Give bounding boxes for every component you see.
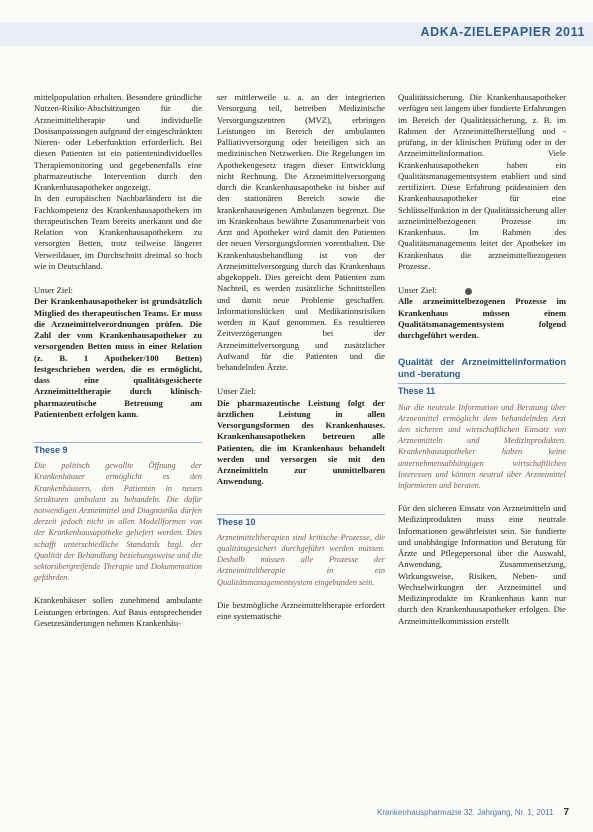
goal-label [398,285,566,296]
page-number: 7 [563,807,569,818]
paragraph: ser mittlerweile u. a. an der integrierten Versorgung teil, betreiben Medizinische Versorgungszentren (MVZ), erbringen Leistungen im Bereich der ambulanten Palliativversorgung oder beteiligen sich an medizinischen Netzwerken. Die Regelungen im Apothekengesetz tragen dieser Entwicklung nicht Rechnung. Die Arzneimittelversorgung durch die Krankenhausapotheke ist bisher auf den stationären Bereich sowie die krankenhauseigenen Ambulanzen begrenzt. Die im Krankenhaus bewährte Zusammenarbeit von Arzt und Apotheker wird damit den Patienten der neuen Versorgungsformen vorenthalten. Die Krankenhausbehandlung ist von der Arzneimittelversorgung durch das Krankenhaus abgekoppelt. Dies gereicht dem Patienten zum Nachteil, es werden zusätzliche Schnittstellen und damit neue Probleme geschaffen. Informationslücken und Medikationsrisiken werden in Kauf genommen. Es resultieren Zeitverzögerungen bei der Arzneimittelversorgung und zusätzlicher Aufwand für die Patienten und die behandelnden Ärzte. [217,92,385,372]
paragraph: mittelpopulation erhalten. Besondere gründliche Nutzen-Risiko-Abschätzungen für die Arzneimitteltherapie und individuelle Dosisanpassungen aufgrund der eingeschränkten Nieren- oder Leberfunktion erforderlich. Bei diesen Patienten ist ein patientenindividuelles Therapiemonitoring und gegebenenfalls eine pharmazeutische Intervention durch den Krankenhausapotheker angezeigt. [34,92,202,192]
journal-reference: Krankenhauspharmazie 32. Jahrgang, Nr. 1, 2011 [377,808,554,817]
bullet-mark-icon [465,288,472,295]
goal-label: Unser Ziel: [34,285,73,295]
paragraph: Für den sicheren Einsatz von Arzneimitteln und Medizinprodukten muss eine neutrale Informationen gewährleistet sein. Sie fundierte und unabhängige Information und Beratung für Ärzte und Pflegepersonal über die Auswahl, Anwendung, Zusammensetzung, Wirkungsweise, Risiken, Neben- und Wechselwirkungen der Arzneimittel und Medizinprodukte im Krankenhaus kann nur durch den Krankenhausapotheker erfolgen. Die Arzneimittelkommission erstellt [398,503,566,626]
thesis-label: These 11 [398,383,566,397]
thesis-text: Die politisch gewollte Öffnung der Krankenhäuser ermöglicht es den Krankenhäusern, den Patienten in neuen Strukturen ambulant zu behandeln. Die dafür notwendigen Arzneimittel und Diagnostika dürfen derzeit jedoch nicht in allen Modellformen von der Krankenhausapotheke geliefert werden. Dies schafft unterschiedliche Standards bzgl. der Qualität der Behandlung beziehungsweise und die sektorübergreifende Therapie und Dokumentation gefährden. [34,461,202,583]
column-1 [34,92,202,629]
paragraph: Qualitätssicherung. Die Krankenhausapotheker verfügen seit langem über fundierte Erfahrungen im Bereich der Qualitätssicherung, z. B. im Rahmen der Arzneimittelherstellung und -prüfung, in der klinischen Prüfung oder in der Arzneimittelinformation. Viele Krankenhausapotheken haben ein Qualitätsmanagementsystem etabliert und sind zertifiziert. Diese Erfahrung prädestiniert den Krankenhausapotheker für eine Schlüsselfunktion in der Qualitätssicherung aller arzneimittelbezogenen Prozesse im Krankenhaus. Im Rahmen des Qualitätsmanagements leitet der Apotheker im Krankenhaus die arzneimittelbezogenen Prozesse. [398,92,566,271]
section-heading: Qualität der Arzneimittelinformation und -beratung [398,357,566,379]
goal-label: Unser Ziel: [217,386,256,397]
goal-label-text: Unser Ziel: [398,285,437,295]
thesis-label: These 9 [34,442,202,456]
column-2 [217,92,385,622]
page-header-title: ADKA-ZIELEPAPIER 2011 [420,25,585,39]
goal-text: Die pharmazeutische Leistung folgt der ärztlichen Leistung in allen Versorgungsformen des Krankenhauses. Krankenhausapotheken betreuen alle Patienten, die im Krankenhaus behandelt werden und versorgen sie mit den Arzneimitteln zur unmittelbaren Anwendung. [217,397,385,487]
column-3 [398,92,566,627]
page-footer [377,807,569,818]
paragraph: Die bestmögliche Arzneimitteltherapie erfordert eine systematische [217,599,385,622]
paragraph: In den europäischen Nachbarländern ist die Fachkompetenz des Krankenhausapothekers im therapeutischen Team bereits anerkannt und die Relation von Krankenhausapothekern zu versorgten Betten, trotz teilweise längerer Verweildauer, im Durchschnitt dreimal so hoch wie in Deutschland. [34,193,202,271]
thesis-text: Arzneimitteltherapien sind kritische Prozesse, die qualitätsgesichert durchgeführt werden müssen. Deshalb müssen alle Prozesse der Arzneimitteltherapie in ein Qualitätsmanagementsystem eingebunden sein. [217,532,385,587]
paragraph: Krankenhäuser sollen zunehmend ambulante Leistungen erbringen. Auf Basis entsprechender Gesetzesänderungen nehmen Krankenhäu- [34,595,202,628]
thesis-text: Nur die neutrale Information und Beratung über Arzneimittel ermöglicht dem behandelnden Arzt den sicheren und wirtschaftlichen Einsatz von Arzneimitteln und Medizinprodukten. Krankenhausapotheker haben keine unternehmensabhängigen wirtschaftlichen Interessen und können neutral über Arzneimittel informieren und beraten. [398,402,566,490]
thesis-label: These 10 [217,514,385,528]
goal-text: Der Krankenhausapotheker ist grundsätzlich Mitglied des therapeutischen Teams. Er muss die Arzneimittelverordnungen prüfen. Die Zahl der vom Krankenhausapotheker zu versorgenden Betten muss in einer Relation (z. B. 1 Apotheker/100 Betten) festgeschrieben werden, die es ermöglicht, dass eine qualitätsgesicherte Arzneimitteltherapie durch klinisch-pharmazeutische Betreuung am Patientenbett erfolgen kann. [34,296,202,419]
goal-text: Alle arzneimittelbezogenen Prozesse im Krankenhaus müssen einem Qualitätsmanagementsystem folgend durchgeführt werden. [398,296,566,340]
